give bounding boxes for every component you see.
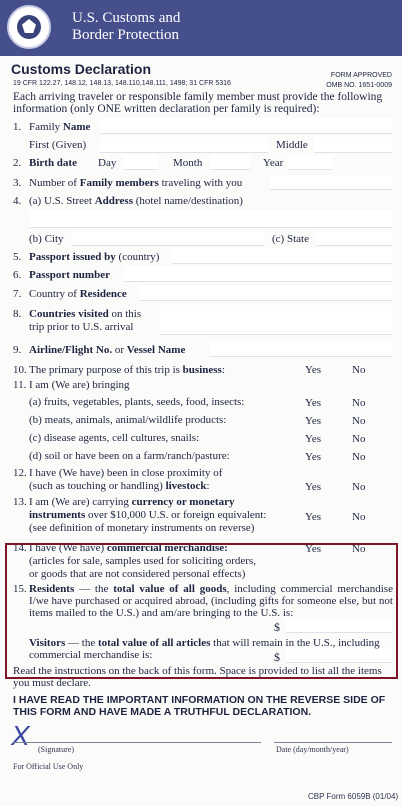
bringing-label: I am (We are) bringing [29, 379, 130, 391]
on-this-label: on this [108, 308, 142, 320]
agency-header [0, 0, 402, 56]
commercial-merchandise-label: commercial merchandise: [106, 542, 228, 554]
passport-number-label: Passport number [29, 269, 110, 281]
item-7-label [29, 288, 127, 300]
residents-dash: — the [74, 583, 114, 595]
yes-option[interactable]: Yes [305, 364, 322, 376]
have-label: I have (We have) [29, 542, 107, 554]
no-option[interactable]: No [352, 511, 366, 523]
first-name-label: First (Given) [29, 139, 87, 151]
omb-number: OMB NO. 1651-0009 [326, 82, 392, 89]
total-value-goods-label: total value of all goods [113, 583, 227, 595]
visitors-dash: — the [65, 637, 98, 649]
currency-label: currency or monetary [131, 496, 235, 508]
item-7-number: 7. [13, 288, 22, 300]
flight-number-input[interactable] [210, 341, 392, 357]
item-3-number: 3. [13, 177, 22, 189]
passport-issued-label: Passport issued by [29, 251, 116, 263]
certification-statement: I HAVE READ THE IMPORTANT INFORMATION ON THE REVERSE SIDE OF THIS FORM AND HAVE MADE A TRUTHFUL DECLARATION. [13, 694, 386, 718]
address-label: Address [94, 195, 133, 207]
no-option[interactable]: No [352, 433, 366, 445]
street-address-input[interactable] [29, 210, 392, 228]
item-1-label [29, 121, 90, 133]
agency-name [72, 10, 180, 44]
monetary-definition-label: (see definition of monetary instruments on reverse) [29, 522, 255, 534]
residents-details: , including commercial merchandise I/we have purchased or acquired abroad, (including gifts for someone else, but not items mailed to the U.S.) and am/are bringing to the U.S. is: [29, 583, 393, 619]
middle-name-input[interactable] [314, 137, 392, 153]
livestock-label: livestock [165, 480, 207, 492]
highlight-box [5, 543, 398, 679]
agency-line-2: Border Protection [72, 27, 180, 43]
carrying-label: I am (We are) carrying [29, 496, 132, 508]
item-13-label-2 [29, 509, 266, 521]
item-13-label [29, 496, 234, 508]
city-input[interactable] [72, 230, 264, 246]
yes-option[interactable]: Yes [305, 433, 322, 445]
item-5-label [29, 251, 159, 263]
item-12-label-2: (such as touching or handling) livestock: [29, 480, 210, 492]
item-8-label [29, 308, 141, 320]
birth-day-input[interactable] [124, 155, 158, 170]
day-label: Day [98, 157, 117, 169]
yes-option[interactable]: Yes [305, 511, 322, 523]
city-label: (b) City [29, 233, 64, 245]
item-12-number: 12. [13, 467, 27, 479]
or-label: or [112, 344, 127, 356]
item-2-number: 2. [13, 157, 22, 169]
residence-label: Residence [79, 288, 127, 300]
form-number: CBP Form 6059B (01/04) [308, 792, 399, 801]
yes-option[interactable]: Yes [305, 543, 322, 555]
cfr-citation: 19 CFR 122.27, 148.12, 148.13, 148.110,148.111, 1498; 31 CFR 5316 [13, 80, 231, 87]
no-option[interactable]: No [352, 543, 366, 555]
residence-input[interactable] [140, 285, 392, 301]
signature-line[interactable] [13, 742, 261, 743]
family-name-input[interactable] [100, 118, 392, 134]
instruments-label: instruments [29, 509, 86, 521]
family-members-label: Family members [79, 177, 159, 189]
official-use-label: For Official Use Only [13, 762, 84, 771]
signature-label: (Signature) [38, 745, 74, 754]
state-label: (c) State [272, 233, 309, 245]
soil-farm-label: (d) soil or have been on a farm/ranch/pasture: [29, 450, 230, 462]
passport-country-input[interactable] [172, 248, 392, 264]
item-5-number: 5. [13, 251, 22, 263]
street-label: (a) U.S. Street [29, 195, 95, 207]
middle-name-label: Middle [276, 139, 308, 151]
birth-year-input[interactable] [288, 155, 332, 170]
year-label: Year [263, 157, 284, 169]
item-1-number: 1. [13, 121, 22, 133]
country-of-label: Country of [29, 288, 80, 300]
hotel-label: (hotel name/destination) [133, 195, 243, 207]
articles-for-sale-label: (articles for sale, samples used for soliciting orders, [29, 555, 256, 567]
first-name-input[interactable] [100, 137, 268, 153]
month-label: Month [173, 157, 203, 169]
visitors-details: that will remain in the U.S., including commercial merchandise is: [29, 637, 380, 661]
item-13-number: 13. [13, 496, 27, 508]
yes-option[interactable]: Yes [305, 397, 322, 409]
item-6-number: 6. [13, 269, 22, 281]
number-of-label: Number of [29, 177, 80, 189]
item-4-number: 4. [13, 195, 22, 207]
countries-visited-input[interactable] [160, 305, 392, 335]
touching-label: (such as touching or handling) [29, 480, 166, 492]
no-option[interactable]: No [352, 364, 366, 376]
item-3-label [29, 177, 242, 189]
birth-month-input[interactable] [210, 155, 250, 170]
family-members-input[interactable] [270, 175, 392, 190]
business-label: business [182, 364, 222, 376]
item-15-number: 15. [13, 583, 27, 595]
form-approval [326, 71, 392, 91]
no-option[interactable]: No [352, 451, 366, 463]
form-title: Customs Declaration [11, 61, 152, 77]
no-option[interactable]: No [352, 481, 366, 493]
intro-text: Each arriving traveler or responsible family member must provide the following information (only ONE written declaration per family is required): [13, 91, 383, 115]
item-10-number: 10. [13, 364, 27, 376]
countries-visited-label: Countries visited [29, 308, 109, 320]
instructions-text: Read the instructions on the back of this form. Space is provided to list all the items you must declare. [13, 665, 382, 689]
no-option[interactable]: No [352, 397, 366, 409]
item-9-label [29, 344, 185, 356]
item-10-label: The primary purpose of this trip is business: [29, 364, 225, 376]
yes-option[interactable]: Yes [305, 451, 322, 463]
birth-date-label: Birth date [29, 157, 77, 169]
no-option[interactable]: No [352, 415, 366, 427]
primary-purpose-label: The primary purpose of this trip is [29, 364, 183, 376]
country-label: (country) [115, 251, 160, 263]
passport-number-input[interactable] [124, 266, 392, 282]
family-label: Family [29, 121, 63, 133]
residents-dollar-sign: $ [274, 620, 280, 634]
meats-label: (b) meats, animals, animal/wildlife products: [29, 414, 227, 426]
name-label: Name [62, 121, 91, 133]
dhs-seal-icon [7, 5, 51, 49]
signature-mark: X [11, 720, 30, 751]
item-4-label [29, 195, 243, 207]
personal-effects-label: or goods that are not considered personal effects) [29, 568, 246, 580]
item-8-number: 8. [13, 308, 22, 320]
item-11-number: 11. [13, 379, 27, 391]
traveling-with-label: traveling with you [158, 177, 243, 189]
disease-agents-label: (c) disease agents, cell cultures, snails: [29, 432, 200, 444]
approved-label: FORM APPROVED [330, 72, 392, 79]
date-line[interactable] [274, 742, 392, 743]
visitors-dollar-sign: $ [274, 650, 280, 664]
item-9-number: 9. [13, 344, 22, 356]
visitors-label: Visitors [29, 637, 66, 649]
residents-label: Residents [29, 583, 75, 595]
airline-flight-label: Airline/Flight No. [29, 344, 113, 356]
agency-line-1: U.S. Customs and [72, 10, 181, 26]
state-input[interactable] [316, 230, 392, 246]
trip-prior-label: trip prior to U.S. arrival [29, 321, 134, 333]
yes-option[interactable]: Yes [305, 415, 322, 427]
vessel-name-label: Vessel Name [126, 344, 186, 356]
item-14-number: 14. [13, 542, 27, 554]
proximity-label: I have (We have) been in close proximity of [29, 467, 223, 479]
fruits-label: (a) fruits, vegetables, plants, seeds, food, insects: [29, 396, 245, 408]
total-value-articles-label: total value of all articles [97, 637, 211, 649]
yes-option[interactable]: Yes [305, 481, 322, 493]
date-label: Date (day/month/year) [276, 745, 349, 754]
over-10000-label: over $10,000 U.S. or foreign equivalent: [85, 509, 267, 521]
